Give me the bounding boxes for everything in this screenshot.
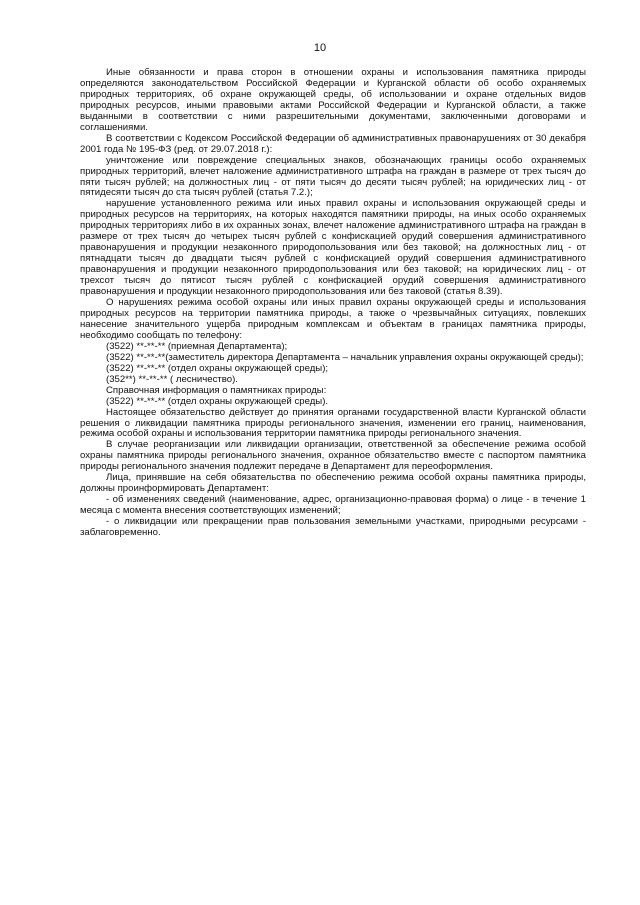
paragraph-report-violations: О нарушениях режима особой охраны или иных правил охраны окружающей среды и использования природных ресурсов на территории памятника природы, а также о чрезвычайных ситуациях, повлекших нанесение значительного ущерба природным комплексам и объектам в границах памятника природы, необходимо сообщать по телефону: xyxy=(80,297,586,341)
phone-environment-department: (3522) **-**-** (отдел охраны окружающей среды); xyxy=(106,362,329,374)
phone-reception: (3522) **-**-** (приемная Департамента); xyxy=(106,340,288,352)
paragraph-article-7-2: уничтожение или повреждение специальных знаков, обозначающих границы особо охраняемых природных территорий, влечет наложение административного штрафа на граждан в размере от трех тысяч до пяти тысяч рублей; на должностных лиц - от пяти тысяч до десяти тысяч рублей; на юридических лиц - от пятидесяти тысяч до ста тысяч рублей (статья 7.2.); xyxy=(80,154,586,199)
reference-info-heading: Справочная информация о памятниках природы: xyxy=(106,384,327,396)
phone-reference: (3522) **-**-** (отдел охраны окружающей среды). xyxy=(106,395,329,407)
paragraph-obligations: Иные обязанности и права сторон в отношении охраны и использования памятника природы определяются законодательством Российской Федерации и Курганской области об особо охраняемых природных территориях, об охране окружающей среды, об использовании и охране отдельных видов природных ресурсов, иными правовыми актами Российской Федерации и Курганской области, а также выданными в соответствии с ними разрешительными документами, заключенными договорами и соглашениями. xyxy=(80,67,586,133)
paragraph-reorganization: В случае реорганизации или ликвидации организации, ответственной за обеспечение режима особой охраны памятника природы регионального значения, охранное обязательство вместе с паспортом памятника природы регионального значения подлежит передаче в Департамент для переоформления. xyxy=(80,439,586,473)
page-number: 10 xyxy=(313,42,327,54)
paragraph-inform-department: Лица, принявшие на себя обязательства по обеспечению режима особой охраны памятника природы, должны проинформировать Департамент: xyxy=(80,472,586,495)
list-item-liquidation: - о ликвидации или прекращении прав пользования земельными участками, природными ресурсами - заблаговременно. xyxy=(80,516,586,539)
phone-forestry: (352**) **-**-** ( лесничество). xyxy=(106,373,238,385)
list-item-info-changes: - об изменениях сведений (наименование, адрес, организационно-правовая форма) о лице - в течение 1 месяца с момента внесения соответствующих изменений; xyxy=(80,494,586,517)
phone-deputy-director: (3522) **-**-**(заместитель директора Департамента – начальник управления охраны окружающей среды); xyxy=(106,351,584,363)
paragraph-article-8-39: нарушение установленного режима или иных правил охраны и использования окружающей среды и природных ресурсов на территориях, на которых находятся памятники природы, на иных особо охраняемых природных территориях либо в их охранных зонах, влечет наложение административного штрафа на граждан в размере от трех тысяч до четырех тысяч рублей с конфискацией орудий совершения административного правонарушения и продукции незаконного природопользования или без таковой; на должностных лиц - от пятнадцати тысяч до двадцати тысяч рублей с конфискацией орудий совершения административного правонарушения и продукции незаконного природопользования или без таковой; на юридических лиц - от трехсот тысяч до пятисот тысяч рублей с конфискацией орудий совершения административного правонарушения и продукции незаконного природопользования или без таковой (статья 8.39). xyxy=(80,198,586,298)
paragraph-koap-intro: В соответствии с Кодексом Российской Федерации об административных правонарушениях от 30 декабря 2001 года № 195-ФЗ (ред. от 29.07.2018 г.): xyxy=(80,132,586,155)
document-body xyxy=(80,68,586,539)
paragraph-validity: Настоящее обязательство действует до принятия органами государственной власти Курганской области решения о ликвидации памятника природы регионального значения, изменении его границ, наименования, режима особой охраны и использования территории памятника природы регионального значения. xyxy=(80,406,586,440)
